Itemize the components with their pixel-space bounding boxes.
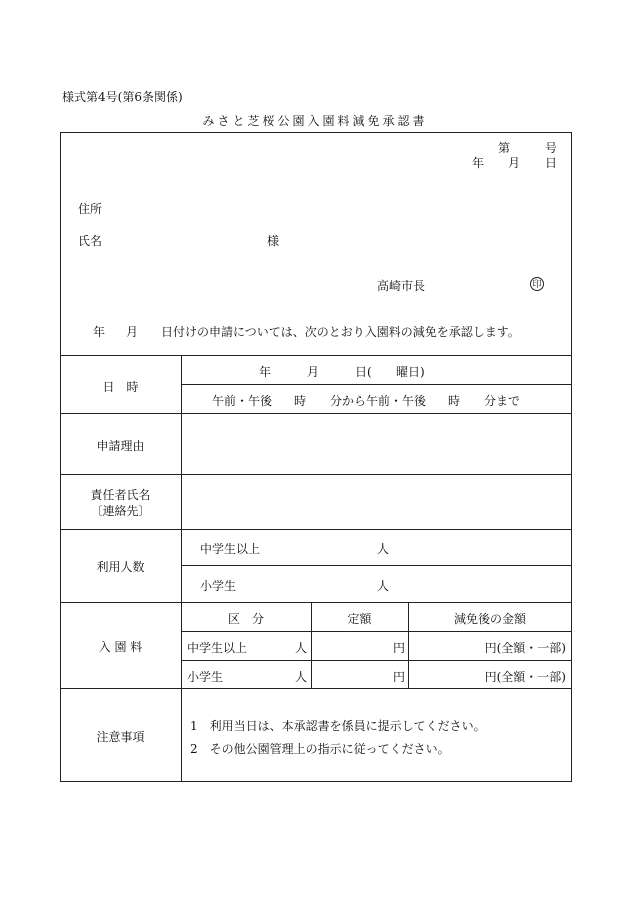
users-label: 利用人数 [96, 560, 145, 574]
seal-mark [530, 276, 544, 291]
issuer-title: 高崎市長 [377, 279, 426, 293]
divider [60, 602, 572, 603]
fee-row-person: 人 [295, 641, 308, 655]
date-month-label: 月 [508, 156, 521, 170]
fee-col-category: 区 分 [227, 612, 264, 626]
fee-row-yen: 円 [393, 641, 406, 655]
junior-high-label: 中学生以上 [200, 542, 261, 556]
datetime-year: 年 [259, 365, 272, 379]
fee-row-category: 小学生 [187, 670, 224, 684]
divider [60, 529, 572, 530]
contact-label: 〔連絡先〕 [90, 504, 151, 518]
datetime-day: 日( [355, 365, 372, 379]
divider [181, 384, 572, 385]
fee-col-fixed: 定額 [347, 612, 372, 626]
datetime-weekday: 曜日) [396, 365, 425, 379]
fee-row-category: 中学生以上 [187, 641, 248, 655]
elementary-label: 小学生 [200, 579, 237, 593]
fee-row-reduced: 円(全額・一部) [484, 641, 566, 655]
fee-row-yen: 円 [393, 670, 406, 684]
time-to-minute: 分まで [484, 394, 521, 408]
fee-row-person: 人 [295, 670, 308, 684]
fee-label: 入 園 料 [98, 640, 143, 654]
number-go: 号 [545, 141, 558, 155]
fee-row-reduced: 円(全額・一部) [484, 670, 566, 684]
fee-col-reduced: 減免後の金額 [453, 612, 526, 626]
divider [60, 355, 572, 356]
time-hour1: 時 [294, 394, 307, 408]
honorific: 様 [267, 234, 280, 248]
elementary-unit: 人 [377, 579, 390, 593]
address-label: 住所 [78, 202, 103, 216]
statement-text: 日付けの申請については、次のとおり入園料の減免を承認します。 [161, 325, 520, 339]
responsible-label: 責任者氏名 [90, 488, 151, 502]
date-year-label: 年 [472, 156, 485, 170]
notes-label: 注意事項 [96, 730, 145, 744]
note-item: 1 利用当日は、本承認書を係員に提示してください。 [190, 719, 486, 733]
divider [60, 413, 572, 414]
seal-icon: 印 [530, 277, 544, 291]
statement-month: 月 [126, 325, 139, 339]
time-hour2: 時 [448, 394, 461, 408]
divider [181, 660, 572, 661]
datetime-month: 月 [307, 365, 320, 379]
time-from-minute: 分から午前・午後 [330, 394, 427, 408]
divider [60, 688, 572, 689]
date-day-label: 日 [545, 156, 558, 170]
divider [181, 565, 572, 566]
statement-year: 年 [93, 325, 106, 339]
form-number-label: 様式第4号(第6条関係) [62, 90, 183, 104]
note-item: 2 その他公園管理上の指示に従ってください。 [190, 742, 450, 756]
name-label: 氏名 [78, 234, 103, 248]
column-divider [181, 355, 182, 782]
document-title: みさと芝桜公園入園料減免承認書 [202, 114, 428, 128]
reason-label: 申請理由 [96, 439, 145, 453]
divider [181, 631, 572, 632]
junior-high-unit: 人 [377, 542, 390, 556]
time-from-ampm: 午前・午後 [212, 394, 273, 408]
number-dai: 第 [498, 141, 511, 155]
divider [60, 474, 572, 475]
datetime-label: 日 時 [102, 380, 139, 394]
